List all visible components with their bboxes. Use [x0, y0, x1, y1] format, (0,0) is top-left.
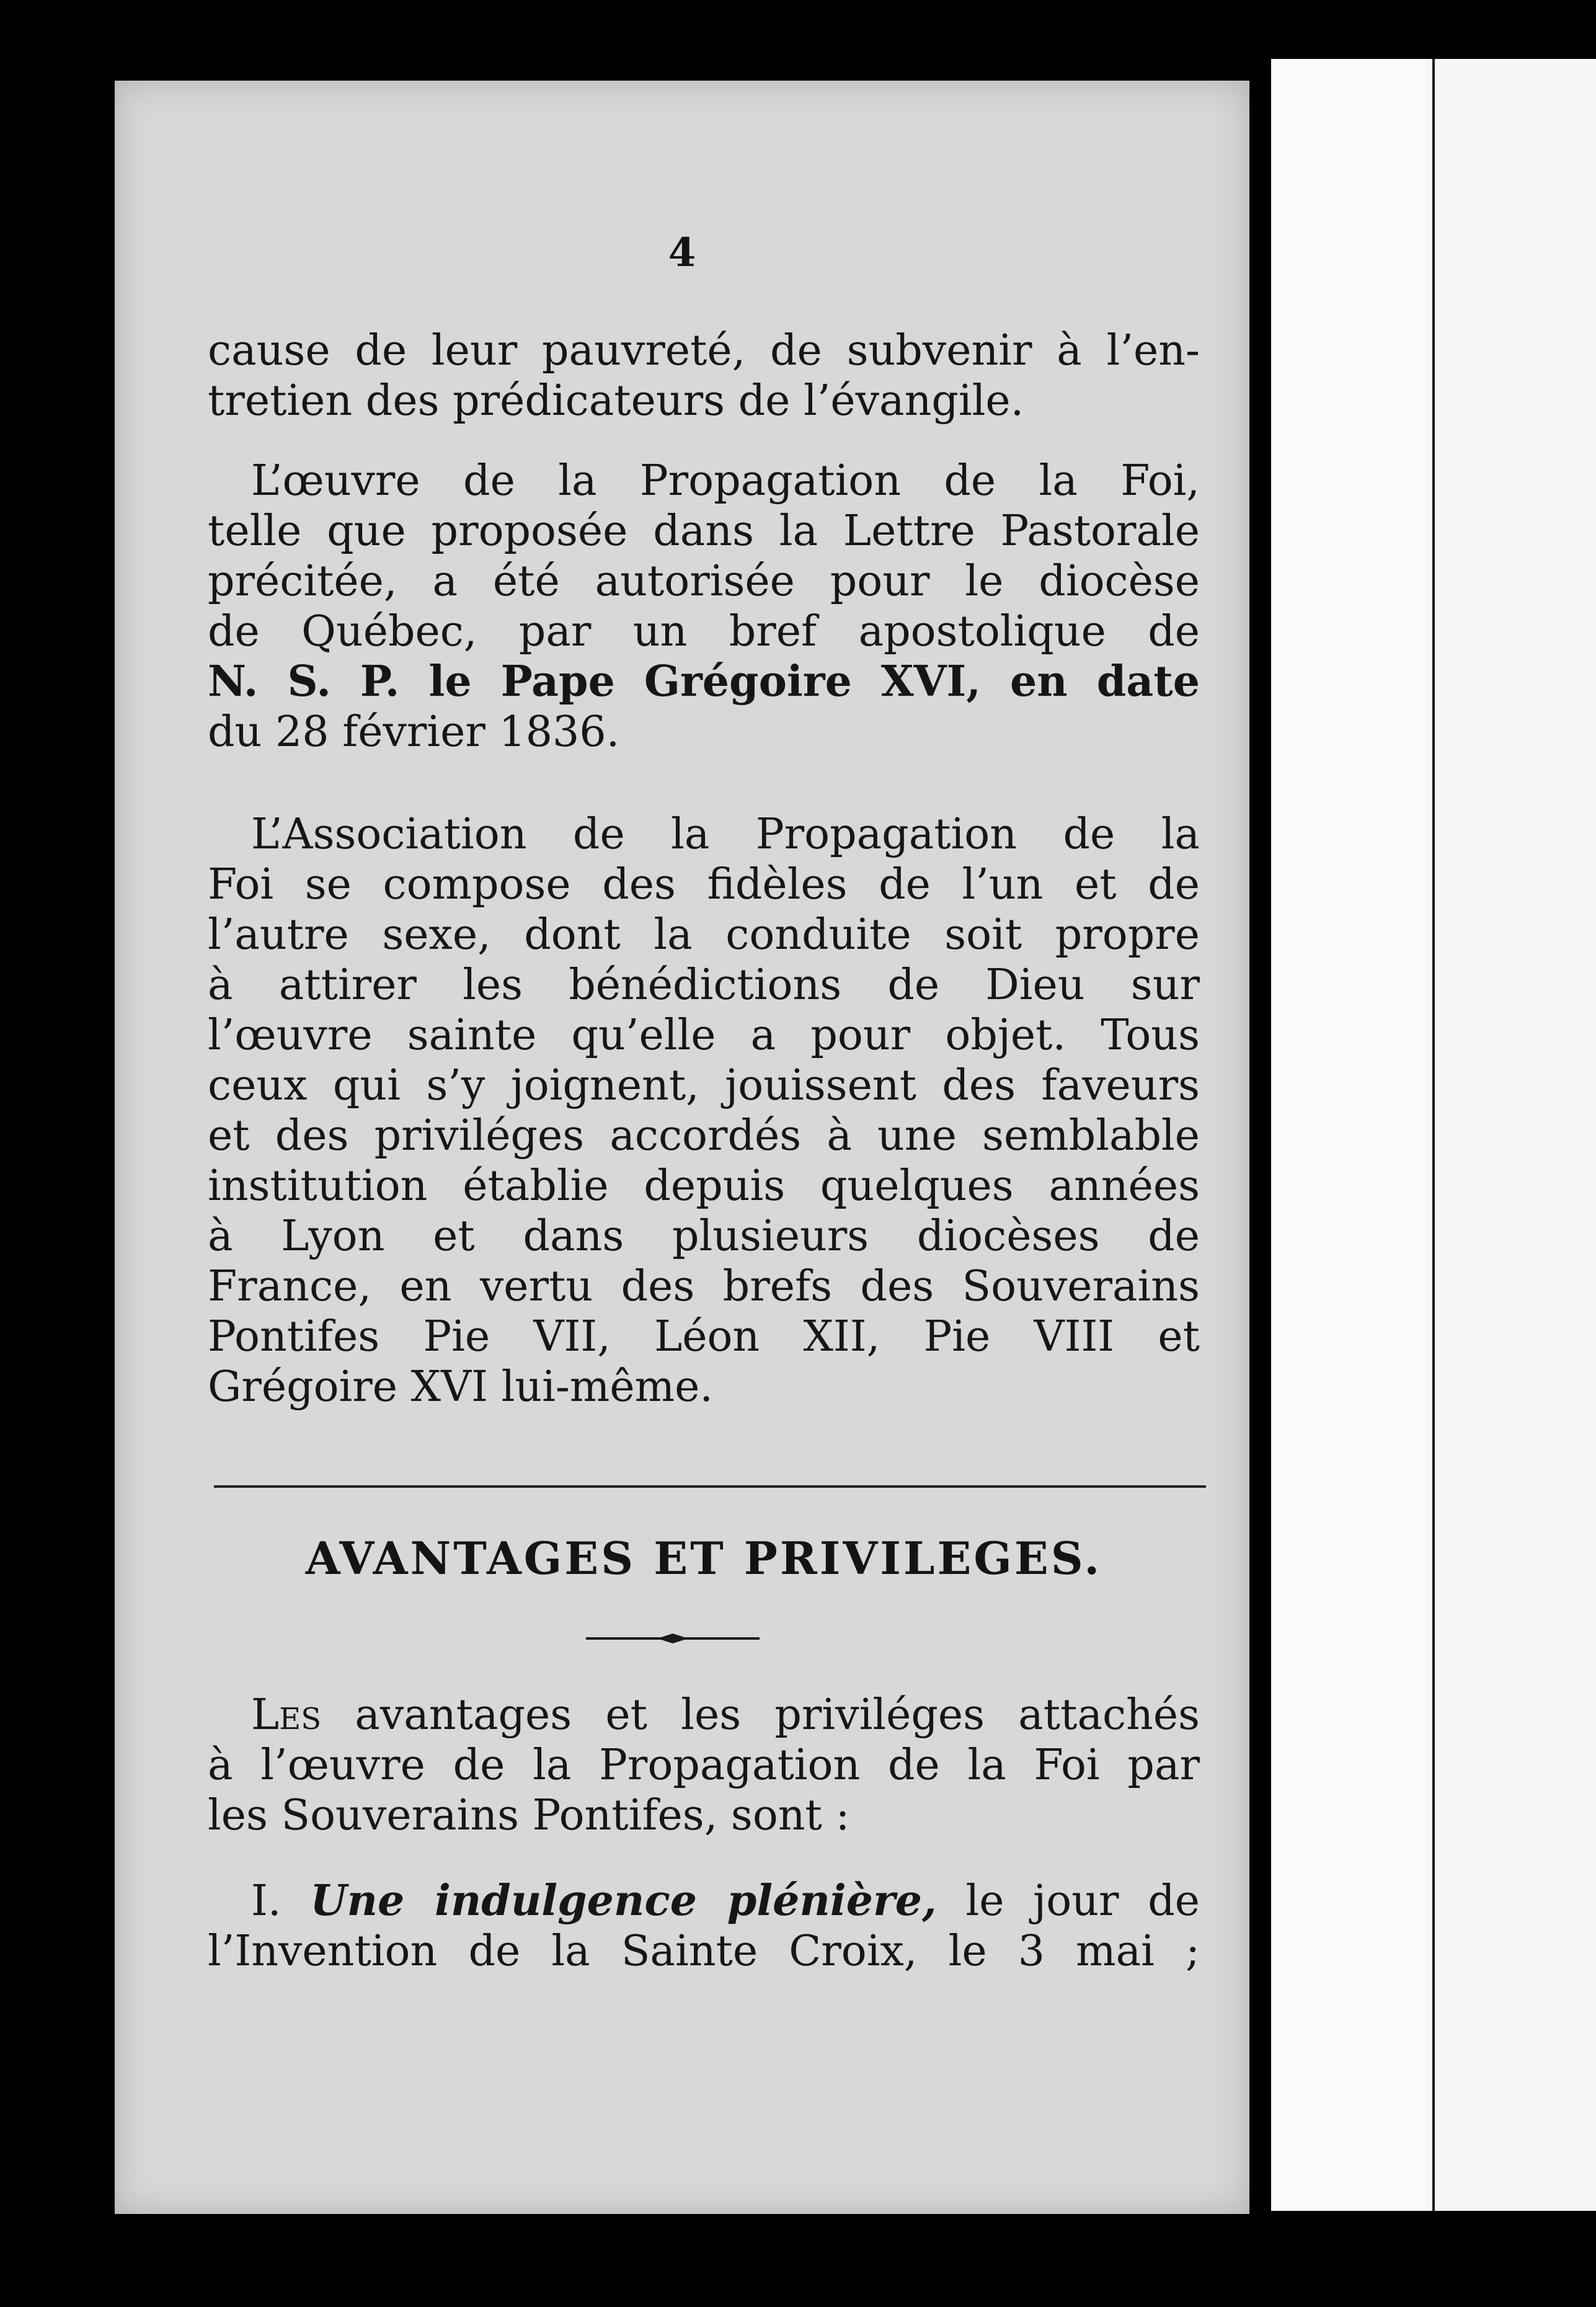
text-line: à attirer les bénédictions de Dieu sur: [208, 961, 1200, 1010]
text-line: du 28 février 1836.: [208, 708, 620, 757]
text-line: et des priviléges accordés à une semblable: [208, 1111, 1200, 1160]
text-line: France, en vertu des brefs des Souverains: [208, 1262, 1200, 1311]
text-line: précitée, a été autorisée pour le diocèse: [208, 557, 1200, 606]
text-line: Pontifes Pie VII, Léon XII, Pie VIII et: [208, 1312, 1200, 1361]
text-line: [208, 1690, 1200, 1740]
item-numeral: I.: [251, 1877, 282, 1926]
text-line: tretien des prédicateurs de l’évangile.: [208, 376, 1024, 425]
document-page: [115, 81, 1249, 2214]
text-line: l’autre sexe, dont la conduite soit propre: [208, 910, 1200, 959]
text-line: L’œuvre de la Propagation de la Foi,: [251, 456, 1200, 505]
text-line: institution établie depuis quelques années: [208, 1162, 1200, 1211]
page-edge: [1432, 59, 1435, 2211]
text-line: de Québec, par un bref apostolique de: [208, 607, 1200, 656]
paragraph-propagation-authorization: [208, 456, 1200, 757]
ornament-divider: [586, 1632, 760, 1645]
text-line: N. S. P. le Pape Grégoire XVI, en date: [208, 657, 1200, 706]
text-fragment: le jour de: [936, 1877, 1200, 1926]
text-line: l’œuvre sainte qu’elle a pour objet. Tous: [208, 1011, 1200, 1060]
section-divider: [214, 1485, 1206, 1488]
list-item: [208, 1876, 1200, 1976]
text-line: ceux qui s’y joignent, jouissent des faveurs: [208, 1061, 1200, 1110]
paragraph-continuation: [208, 326, 1200, 426]
text-line: l’Invention de la Sainte Croix, le 3 mai ;: [208, 1927, 1200, 1976]
paragraph-advantages-intro: [208, 1690, 1200, 1841]
page-number: 4: [668, 229, 696, 276]
text-line: [208, 1876, 1200, 1926]
text-line: les Souverains Pontifes, sont :: [208, 1791, 850, 1840]
lead-word: Les: [251, 1691, 322, 1740]
text-line: Foi se compose des fidèles de l’un et de: [208, 860, 1200, 909]
section-heading: AVANTAGES ET PRIVILEGES.: [305, 1532, 1102, 1585]
text-line: à l’œuvre de la Propagation de la Foi par: [208, 1741, 1200, 1790]
text-line: telle que proposée dans la Lettre Pastorale: [208, 507, 1200, 556]
facing-page: [1426, 59, 1596, 2211]
item-emphasis: Une indulgence plénière,: [310, 1876, 937, 1926]
text-line: à Lyon et dans plusieurs diocèses de: [208, 1212, 1200, 1261]
text-fragment: avantages et les priviléges attachés: [321, 1691, 1200, 1740]
text-line: Grégoire XVI lui-même.: [208, 1362, 713, 1411]
text-line: cause de leur pauvreté, de subvenir à l’en-: [208, 326, 1200, 375]
page-margin: [1271, 59, 1426, 2211]
text-line: L’Association de la Propagation de la: [251, 810, 1200, 859]
paragraph-association: [208, 809, 1200, 1412]
